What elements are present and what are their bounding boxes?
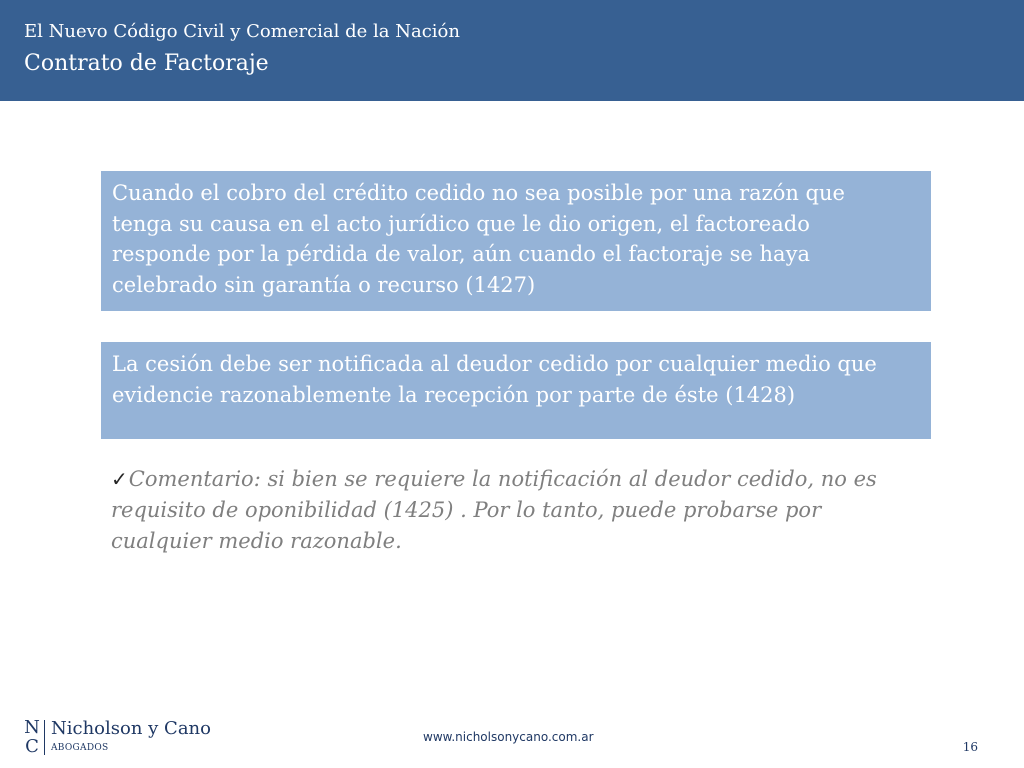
- footer-url[interactable]: www.nicholsonycano.com.ar: [423, 730, 594, 744]
- logo-divider: [44, 720, 45, 755]
- article-1427-text: Cuando el cobro del crédito cedido no sea posible por una razón que tenga su causa en el acto jurídico que le dio origen, el factoreado responde por la pérdida de valor, aún cuando el factoraje se haya celebrado sin garantía o recurso (1427): [112, 181, 845, 297]
- header-subtitle: El Nuevo Código Civil y Comercial de la Nación: [24, 21, 460, 42]
- comment-paragraph: [111, 464, 911, 557]
- article-1427-box: [101, 171, 931, 311]
- comment-text: Comentario: si bien se requiere la notificación al deudor cedido, no es requisito de oponibilidad (1425) . Por lo tanto, puede probarse por cualquier medio razonable.: [111, 467, 877, 553]
- article-1428-box: [101, 342, 931, 439]
- firm-logo: [23, 718, 223, 758]
- logo-letter-n: N: [24, 717, 40, 738]
- article-1428-text: La cesión debe ser notificada al deudor cedido por cualquier medio que evidencie razonablemente la recepción por parte de éste (1428): [112, 352, 877, 407]
- slide-title: Contrato de Factoraje: [24, 51, 269, 76]
- logo-monogram: [23, 718, 41, 756]
- slide-header: [0, 0, 1024, 101]
- page-number: 16: [962, 740, 978, 754]
- logo-firm-name: Nicholson y Cano: [51, 718, 211, 739]
- logo-letter-c: C: [25, 736, 39, 757]
- checkmark-icon: ✓: [111, 467, 128, 491]
- logo-subtitle: ABOGADOS: [51, 743, 109, 753]
